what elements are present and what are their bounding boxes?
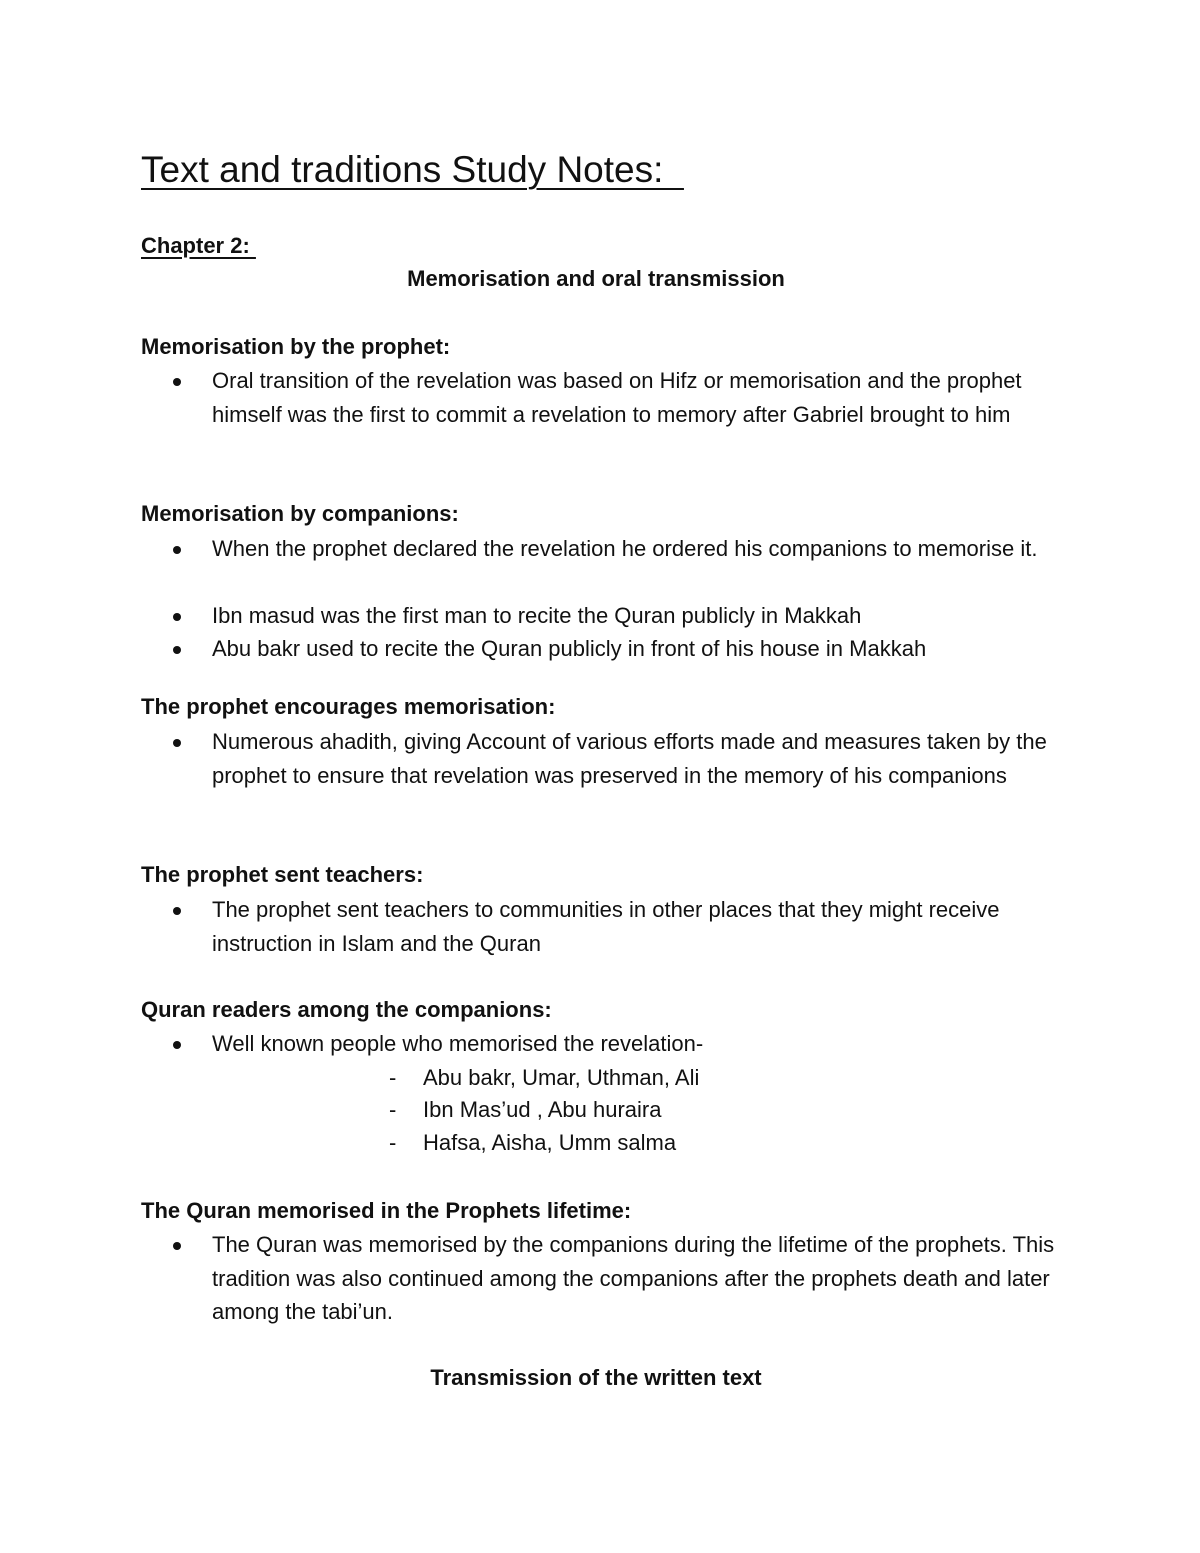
list-item: Numerous ahadith, giving Account of various efforts made and measures taken by the prophet to ensure that revelation was preserved in the memory of his companions bbox=[141, 725, 1071, 792]
dash-list-item: - Abu bakr, Umar, Uthman, Ali bbox=[389, 1063, 699, 1093]
section-heading-prophet-memorisation: Memorisation by the prophet: bbox=[141, 334, 451, 359]
closing-heading: Transmission of the written text bbox=[430, 1365, 762, 1390]
bullet-icon bbox=[173, 378, 181, 386]
list-item: Ibn masud was the first man to recite the Quran publicly in Makkah bbox=[141, 599, 1071, 633]
dash-icon: - bbox=[389, 1130, 397, 1155]
dash-icon: - bbox=[389, 1097, 397, 1122]
section-heading-prophet-encourages: The prophet encourages memorisation: bbox=[141, 694, 556, 719]
section-heading-quran-readers: Quran readers among the companions: bbox=[141, 997, 552, 1022]
dash-list-item: - Ibn Mas’ud , Abu huraira bbox=[389, 1095, 661, 1125]
section-heading-prophet-teachers: The prophet sent teachers: bbox=[141, 862, 424, 887]
bullet-icon bbox=[173, 1041, 181, 1049]
section-heading-companions-memorisation: Memorisation by companions: bbox=[141, 501, 459, 526]
bullet-icon bbox=[173, 1242, 181, 1250]
bullet-icon bbox=[173, 907, 181, 915]
list-item: Well known people who memorised the revelation- bbox=[141, 1027, 1071, 1061]
bullet-icon bbox=[173, 646, 181, 654]
bullet-icon bbox=[173, 739, 181, 747]
dash-icon: - bbox=[389, 1065, 397, 1090]
bullet-icon bbox=[173, 546, 181, 554]
list-item: Abu bakr used to recite the Quran publicly in front of his house in Makkah bbox=[141, 632, 1071, 666]
list-item: Oral transition of the revelation was based on Hifz or memorisation and the prophet himself was the first to commit a revelation to memory after Gabriel brought to him bbox=[141, 364, 1071, 431]
document-title: Text and traditions Study Notes: bbox=[141, 149, 684, 190]
section-heading-quran-memorised-lifetime: The Quran memorised in the Prophets lifetime: bbox=[141, 1198, 632, 1223]
list-item: When the prophet declared the revelation he ordered his companions to memorise it. bbox=[141, 532, 1071, 566]
dash-list-item: - Hafsa, Aisha, Umm salma bbox=[389, 1128, 676, 1158]
chapter-label: Chapter 2: bbox=[141, 233, 256, 258]
chapter-subtitle: Memorisation and oral transmission bbox=[407, 266, 785, 291]
list-item: The prophet sent teachers to communities in other places that they might receive instruction in Islam and the Quran bbox=[141, 893, 1071, 960]
bullet-icon bbox=[173, 613, 181, 621]
list-item: The Quran was memorised by the companions during the lifetime of the prophets. This tradition was also continued among the companions after the prophets death and later among the tabi’un. bbox=[141, 1228, 1071, 1329]
